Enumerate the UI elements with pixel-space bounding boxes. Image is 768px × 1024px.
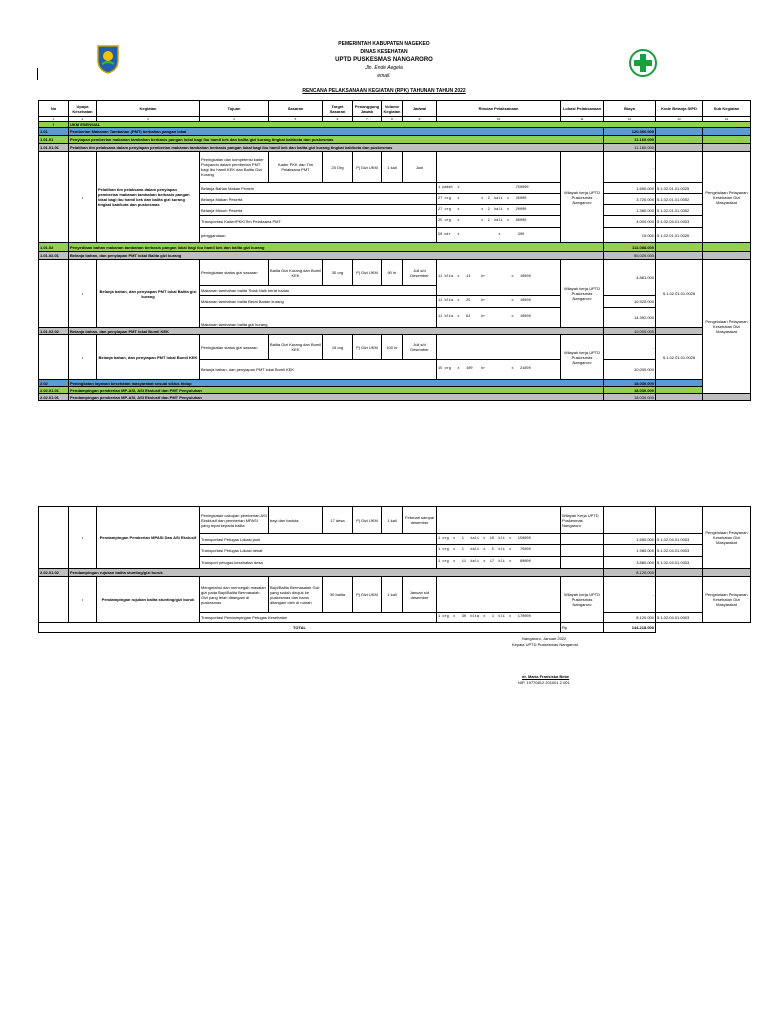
col-header: Kode Belanja SIPD: [656, 101, 703, 117]
rincian-cell: 1 org x 1 kali x 5 kli x 75000: [437, 545, 561, 557]
kegiatan-cell: Belanja bahan, dan penyiapan PMT lokal Balita gizi kurang: [97, 260, 200, 328]
tujuan-cell: Peningkatan dan kompetensi kader Posyandu dalam pemberian PMT bagi Ibu hamil KEK dan Balita Gizi Kurang: [200, 152, 269, 183]
section-label: UKM ESENSIAL: [69, 122, 751, 128]
row-label: Peningkatan layanan kesehatan masyarakat sesuai siklus hidup: [69, 380, 604, 387]
kegiatan-cell: Pendampingan rujukan balita stunting/gizi buruk: [97, 577, 200, 623]
jadwal-cell: Juli s/d Desember: [403, 335, 437, 360]
biaya-cell: 10.000.000: [604, 360, 656, 380]
signature-role: Kepala UPTD Puskesmas Nangaroro: [512, 642, 579, 647]
biaya-cell: 3.880.000: [604, 557, 656, 569]
biaya-cell: 8.120.000: [604, 613, 656, 623]
row-biaya: 112.088.000: [604, 243, 656, 252]
col-index: 5: [269, 117, 323, 122]
col-index: 13: [656, 117, 703, 122]
header-line-2: DINAS KESEHATAN: [360, 49, 408, 55]
col-index: 7: [353, 117, 382, 122]
header-line-4: Jln. Ende Aegela: [365, 65, 403, 71]
biaya-cell: 4.881.000: [604, 260, 656, 296]
item-label: Transportasi Pendampingan Petugas Kesehatan: [200, 613, 437, 623]
biaya-cell: 10.920.000: [604, 296, 656, 308]
program-row: [39, 380, 751, 387]
program-row: [39, 128, 751, 136]
row-code: 2.02.01.01: [39, 387, 69, 394]
kegiatan-cell: Pelatihan tim pelaksana dalam penyiapan pemberian makanan tambahan berbasis pangan lokal bagi ibu hamil kek dan balita gizi kurang tingkat kab/kota dan puskesmas: [97, 152, 200, 243]
col-header: Penanggung Jawab: [353, 101, 382, 117]
kode-cell: 5.1.02.01.01.0025: [656, 183, 703, 194]
subactivity-row: [39, 394, 751, 401]
item-label: Belanja Makan Peserta: [200, 194, 437, 205]
header-line-5: email.: [377, 73, 391, 79]
rincian-cell: 1 org x 1 kali x 10 kli x 150000: [437, 534, 561, 545]
row-code: 1.01.02: [39, 243, 69, 252]
target-cell: 25 Org: [323, 152, 353, 183]
item-label: Transportasi Petugas Lokasi dekat: [200, 545, 437, 557]
row-label: Penyiapan pemberian makanan tambahan berbasis pangan lokal bagi ibu hamil kek dan balita gizi kurang tingkat kab/kota dan puskesmas: [69, 136, 604, 144]
sub-kegiatan-cell: Pengelolaan Pelayanan Kesehatan Gizi Masyarakat: [703, 152, 751, 243]
kode-cell: 5.1.02.04.01.0003: [656, 613, 703, 623]
biaya-cell: 4.000.000: [604, 216, 656, 228]
col-index: 8: [382, 117, 403, 122]
rincian-cell: 1 paket x 750000: [437, 183, 561, 194]
row-biaya: 8.120.000: [604, 569, 656, 577]
col-header: Sub Kegiatan: [703, 101, 751, 117]
item-label: Belanja Minum Peserta: [200, 205, 437, 216]
tujuan-cell: Mengetahui dan mencegah masalah gizi pada Bayi/Balita Bermasalah Gizi yang telah ditangani di puskesmas: [200, 577, 269, 613]
rincian-cell: 1 org x 11 kali x 17 kli x 80000: [437, 557, 561, 569]
col-index: 11: [561, 117, 604, 122]
item-label: Transport petugas kesehatan desa: [200, 557, 437, 569]
rpk-table: [38, 100, 751, 401]
sasaran-cell: Balita Gizi Kurang dan Bumil KEK: [269, 260, 323, 286]
jadwal-cell: Juni: [403, 152, 437, 183]
table-header-row: [39, 101, 751, 117]
col-header: Tujuan: [200, 101, 269, 117]
kode-cell: 5.1.02.04.01.0003: [656, 216, 703, 228]
signature-nip: NIP. 19770812 201001 2 001: [518, 680, 570, 685]
table-row: [39, 577, 751, 613]
row-code: 1.01: [39, 128, 69, 136]
volume-cell: 90 hr: [382, 260, 403, 286]
row-code: 2.02: [39, 380, 69, 387]
header-line-1: PEMERINTAH KABUPATEN NAGEKEO: [338, 41, 430, 47]
pj-cell: Pj Gizi UKM: [353, 577, 382, 613]
target-cell: 15 org: [323, 335, 353, 360]
biaya-cell: 1.650.000: [604, 183, 656, 194]
subactivity-row: [39, 569, 751, 577]
biaya-cell: 1.380.000: [604, 205, 656, 216]
document-title: RENCANA PELAKSANAAN KEGIATAN (RPK) TAHUNAN TAHUN 2022: [302, 88, 466, 94]
row-label: Pelatihan tim pelaksana dalam penyiapan pemberian makanan tambahan berbasis pangan lokal bagi ibu hamil kek dan balita gizi kurang tingkat kab/kota dan puskesmas: [69, 144, 604, 152]
row-label: Belanja bahan, dan penyiapan PMT lokal Bumil KEK: [69, 328, 604, 335]
col-index: 12: [604, 117, 656, 122]
table-row: [39, 507, 751, 534]
row-biaya: 18.030.000: [604, 387, 656, 394]
kode-cell: 5.1.02.01.01.0026: [656, 260, 703, 328]
kode-cell: 5.1.02.04.01.0003: [656, 534, 703, 545]
signature-name: dr. Maria Fransiska Bebe: [522, 674, 570, 679]
lokasi-cell: Wilayah kerja UPTD Puskesmas Nangaroro: [561, 577, 604, 623]
volume-cell: 1 kali: [382, 152, 403, 183]
bullet: •: [69, 577, 97, 623]
biaya-cell: 15.000: [604, 228, 656, 243]
item-label: Makanan tambahan balita Tidak Naik berat badan: [200, 286, 437, 296]
pj-cell: Pj Gizi UKM: [353, 335, 382, 360]
jadwal-cell: Januari s/d desember: [403, 577, 437, 613]
item-label: Transportasi Petugas Lokasi jauh: [200, 534, 437, 545]
kode-cell: 5.1.02.01.01.0026: [656, 228, 703, 243]
tujuan-cell: Peningkatan cakupan pemberian ASI Eksklusif dan pemberian MPASI yang tepat kepada balita: [200, 507, 269, 534]
row-label: Pendampingan pemberian MP-ASI, ASI Ekslusif dan PMT Penyuluhan: [69, 394, 604, 401]
row-label: Pendampingan rujukan balita stunting/gizi buruk: [69, 569, 604, 577]
row-code: 1.01.02.01: [39, 252, 69, 260]
row-code: 1.01.01.01: [39, 144, 69, 152]
subactivity-row: [39, 328, 751, 335]
rincian-cell: 25 org x x 2 kali x 80000: [437, 216, 561, 228]
sub-kegiatan-cell: Pengelolaan Pelayanan Kesehatan Gizi Masyarakat: [703, 507, 751, 569]
total-value: 144.218.000: [604, 623, 656, 633]
row-label: Belanja bahan, dan penyiapan PMT lokal Balita gizi kurang: [69, 252, 604, 260]
row-code: 1.01.02.02: [39, 328, 69, 335]
row-biaya: 11.160.000: [604, 144, 656, 152]
subactivity-row: [39, 144, 751, 152]
col-index: 9: [403, 117, 437, 122]
total-row: [39, 623, 751, 633]
row-biaya: 120.366.000: [604, 128, 656, 136]
row-code: 1.01.01: [39, 136, 69, 144]
col-header: Jadwal: [403, 101, 437, 117]
row-label: Pendampingan pemberian MP-ASI, ASI Ekslusif dan PMT Penyuluhan: [69, 387, 604, 394]
col-header: Sasaran: [269, 101, 323, 117]
table-row: [39, 335, 751, 360]
activity-row: [39, 387, 751, 394]
col-index: 3: [97, 117, 200, 122]
col-index: 14: [703, 117, 751, 122]
sasaran-cell: Balita Gizi Kurang dan Bumil KEK: [269, 335, 323, 360]
kegiatan-cell: Belanja bahan, dan penyiapan PMT lokal Bumil KEK: [97, 335, 200, 380]
rincian-cell: 11 blta x 62 hr x 10800: [437, 308, 561, 328]
kode-cell: 5.1.02.01.01.0052: [656, 205, 703, 216]
kode-cell: 5.1.02.04.01.0003: [656, 545, 703, 557]
col-header: Upaya Kesehatan: [69, 101, 97, 117]
rincian-cell: 27 org x x 2 kali x 20000: [437, 205, 561, 216]
letterhead: [0, 40, 768, 80]
lokasi-cell: Wilayah Kerja UPTD Puskesmas Nangaroro: [561, 507, 604, 534]
col-header: No: [39, 101, 69, 117]
subactivity-row: [39, 252, 751, 260]
bullet: •: [69, 260, 97, 328]
row-biaya: 55.020.000: [604, 252, 656, 260]
row-biaya: 10.000.000: [604, 328, 656, 335]
biaya-cell: 1.650.000: [604, 534, 656, 545]
lokasi-cell: Wilayah kerja UPTD Puskesmas Nangaroro: [561, 152, 604, 243]
biaya-cell: -: [604, 152, 656, 183]
row-biaya: 18.030.000: [604, 394, 656, 401]
row-code: 2.02.01.01: [39, 394, 69, 401]
sub-kegiatan-cell: Pengelolaan Pelayanan Kesehatan Gizi Masyarakat: [703, 260, 751, 394]
rincian-cell: 11 blta x 14 hr x 10800: [437, 260, 561, 296]
sasaran-cell: Bayi/Balita Bermasalah Gizi yang sudah dirujuk ke puskesmas dan harus ditangani oleh di rumah: [269, 577, 323, 613]
table-row: [39, 152, 751, 183]
item-label: Belanja bahan, dan penyiapan PMT lokal Bumil KEK: [200, 360, 437, 380]
total-label: TOTAL: [39, 623, 561, 633]
target-cell: 17 desa: [323, 507, 353, 534]
volume-cell: 1 kali: [382, 507, 403, 534]
col-index: 4: [200, 117, 269, 122]
lokasi-cell: Wilayah kerja UPTD Puskesmas Nangaroro: [561, 260, 604, 328]
pj-cell: Pj Gizi UKM: [353, 260, 382, 286]
pj-cell: Pj Gizi UKM: [353, 507, 382, 534]
col-header: Target Sasaran: [323, 101, 353, 117]
volume-cell: 1 kali: [382, 577, 403, 613]
col-header: Biaya: [604, 101, 656, 117]
biaya-cell: -: [604, 335, 656, 360]
item-label: Makanan tambahan balita gizi kurang: [200, 308, 437, 328]
col-index: 10: [437, 117, 561, 122]
volume-cell: 100 hr: [382, 335, 403, 360]
kode-cell: 5.1.02.01.01.0026: [656, 335, 703, 380]
kode-cell: 5.1.02.04.01.0003: [656, 557, 703, 569]
row-label: Pemberian Makanan Tambahan (PMT) berbahan pangan lokal: [69, 128, 604, 136]
kode-cell: 5.1.02.01.01.0052: [656, 194, 703, 205]
signature-place-date: Nangaroro, Januari 2022: [522, 636, 567, 641]
biaya-cell: 14.392.000: [604, 308, 656, 328]
header-line-3: UPTD PUSKESMAS NANGARORO: [335, 57, 433, 63]
item-label: penggandaan: [200, 228, 437, 243]
jadwal-cell: Februari sampai desember: [403, 507, 437, 534]
table-row: [39, 260, 751, 286]
biaya-cell: 1.980.000: [604, 545, 656, 557]
row-biaya: 18.030.000: [604, 380, 656, 387]
rpk-table-continued: [38, 506, 751, 633]
item-label: Makanan tambahan balita Berat Badan kurang: [200, 296, 437, 308]
bullet: •: [69, 507, 97, 569]
row-label: Penyediaan bahan makanan tambahan berbasis pangan lokal bagi ibu hamil kek dan balita gizi kurang: [69, 243, 604, 252]
item-label: Transportasi Kader/PKK/Tim Pelaksana PMT: [200, 216, 437, 228]
sasaran-cell: Kader PKK dan Tim Pelaksana PMT: [269, 152, 323, 183]
activity-row: [39, 243, 751, 252]
section-no: I: [39, 122, 69, 128]
tujuan-cell: Peningkatan status gizi sasaran: [200, 260, 269, 286]
sasaran-cell: bayi dan baduta: [269, 507, 323, 534]
col-header: Rincian Pelaksanaan: [437, 101, 561, 117]
biaya-cell: 3.720.000: [604, 194, 656, 205]
bullet: •: [69, 335, 97, 380]
lokasi-cell: Wilayah kerja UPTD Puskesmas Nangaroro: [561, 335, 604, 380]
jadwal-cell: Juli s/d Desember: [403, 260, 437, 286]
kegiatan-cell: Pendampingan Pemberian MPASI Dan ASI Ekslusif: [97, 507, 200, 569]
pj-cell: Pj Gizi UKM: [353, 152, 382, 183]
rincian-cell: 1 org x 30 blta x 1 kli x 170000: [437, 613, 561, 623]
col-index: 1: [39, 117, 69, 122]
rincian-cell: 11 blta x 25 hr x 10800: [437, 296, 561, 308]
col-index: 6: [323, 117, 353, 122]
row-code: 2.02.01.02: [39, 569, 69, 577]
tujuan-cell: Peningkatan status gizi sasaran: [200, 335, 269, 360]
col-header: Volume Kegiatan: [382, 101, 403, 117]
row-biaya: 11.160.000: [604, 136, 656, 144]
rincian-cell: 50 mtr x x 300: [437, 228, 561, 243]
activity-row: [39, 136, 751, 144]
item-label: Belanja Bahan Makan Protein: [200, 183, 437, 194]
sub-kegiatan-cell: Pengelolaan Pelayanan Kesehatan Gizi Masyarakat: [703, 577, 751, 623]
col-header: Lokasi Pelaksanaan: [561, 101, 604, 117]
bullet: •: [69, 152, 97, 243]
col-index: 2: [69, 117, 97, 122]
total-currency: Rp: [561, 623, 604, 633]
biaya-cell: -: [604, 577, 656, 613]
col-header: Kegiatan: [97, 101, 200, 117]
rincian-cell: 15 org x 100 hr x 21800: [437, 360, 561, 380]
target-cell: 30 balita: [323, 577, 353, 613]
rincian-cell: 27 org x x 2 kali x 45000: [437, 194, 561, 205]
target-cell: 30 org: [323, 260, 353, 286]
